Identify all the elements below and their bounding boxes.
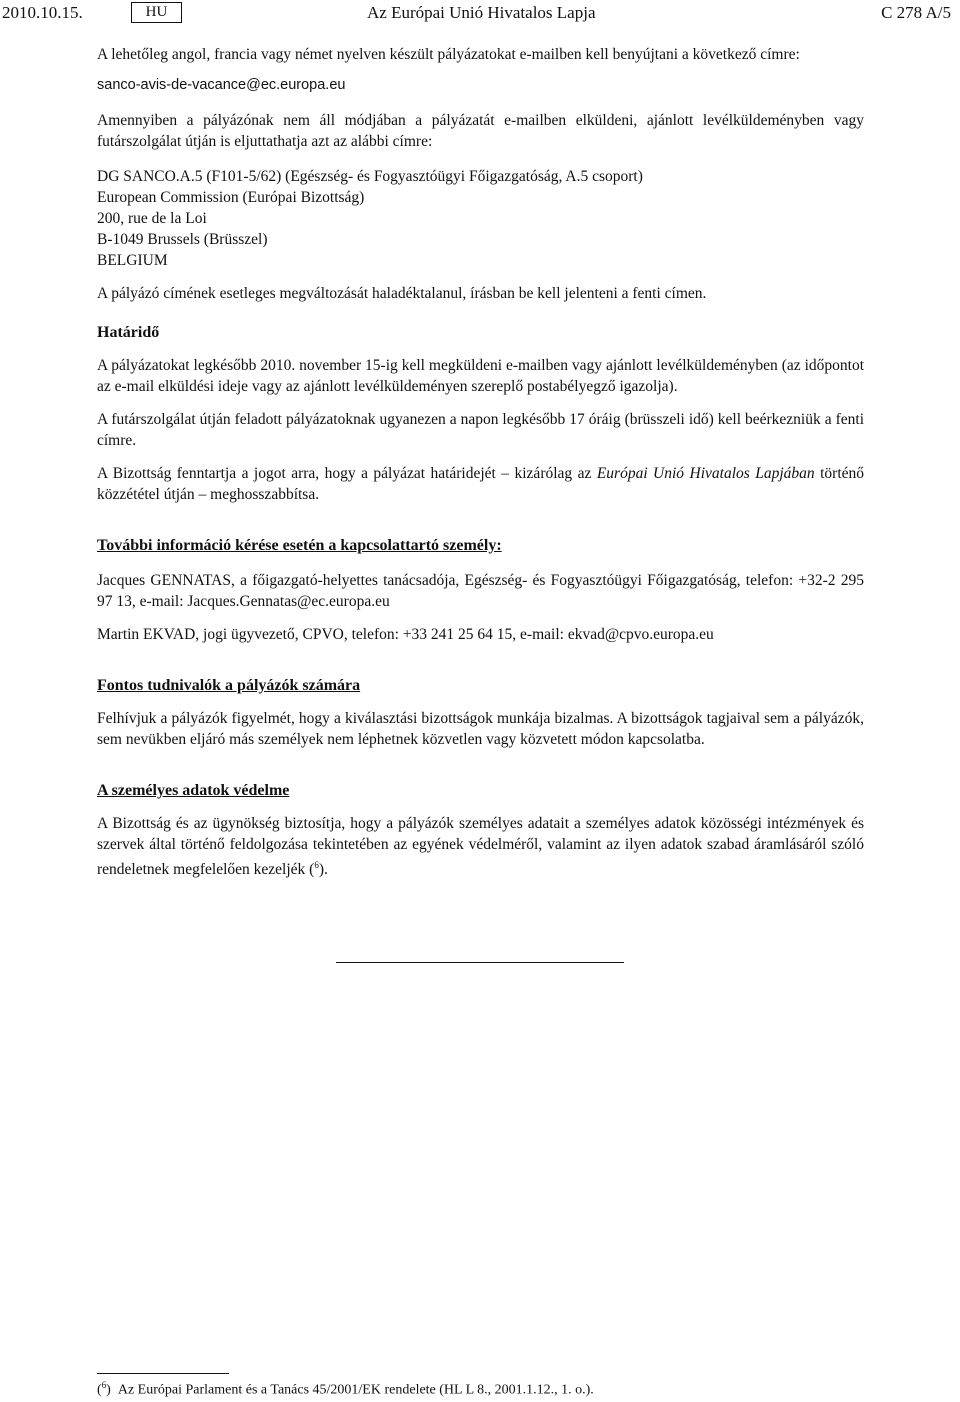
section-separator-line <box>336 962 624 963</box>
paragraph-postal-option: Amennyiben a pályázónak nem áll módjában a pályázatát e-mailben elküldeni, ajánlott levélküldeményben vagy futárszolgálat útján is eljuttathatja azt az alábbi címre: <box>97 112 864 150</box>
application-email: sanco-avis-de-vacance@ec.europa.eu <box>97 77 346 93</box>
contact-ekvad: Martin EKVAD, jogi ügyvezető, CPVO, telefon: +33 241 25 64 15, e-mail: ekvad@cpvo.europa.eu <box>97 626 714 643</box>
address-line: B-1049 Brussels (Brüsszel) <box>97 231 268 248</box>
address-line: DG SANCO.A.5 (F101-5/62) (Egészség- és Fogyasztóügyi Főigazgatóság, A.5 csoport) <box>97 168 643 185</box>
paragraph-languages: A lehetőleg angol, francia vagy német nyelven készült pályázatokat e-mailben kell benyújtani a következő címre: <box>97 46 800 63</box>
address-line: 200, rue de la Loi <box>97 210 207 227</box>
footnote-marker: 6 <box>101 1380 107 1390</box>
publication-date: 2010.10.15. <box>2 3 83 22</box>
heading-important-notes: Fontos tudnivalók a pályázók számára <box>97 677 361 694</box>
postal-address <box>97 166 864 271</box>
footnote: ($^6$) Az Európai Parlament és a Tanács 45/2001/EK rendelete (HL L 8., 2001.1.12., 1. o.). <box>97 1380 594 1398</box>
footnote-reference: 6 <box>314 860 319 870</box>
footnote-rule <box>97 1373 229 1374</box>
contact-gennatas: Jacques GENNATAS, a főigazgató-helyettes tanácsadója, Egészség- és Fogyasztóügyi Főigazgatóság, telefon: +32-2 295 97 13, e-mail: Jacques.Gennatas@ec.europa.eu <box>97 572 864 610</box>
footnote-text: Az Európai Parlament és a Tanács 45/2001/EK rendelete (HL L 8., 2001.1.12., 1. o.). <box>117 1382 594 1398</box>
page-header <box>0 0 960 28</box>
paragraph-confidentiality: Felhívjuk a pályázók figyelmét, hogy a kiválasztási bizottságok munkája bizalmas. A bizottságok tagjaival sem a pályázók, sem nevükben eljáró más személyek nem léphetnek közvetlen vagy közvetett módon kapcsolatba. <box>97 710 864 748</box>
paragraph-courier: A futárszolgálat útján feladott pályázatoknak ugyanezen a napon legkésőbb 17 óráig (brüsszeli idő) kell beérkezniük a fenti címre. <box>97 411 864 449</box>
paragraph-extension: A Bizottság fenntartja a jogot arra, hogy a pályázat határidejét – kizárólag az Európai Unió Hivatalos Lapjában történő közzététel útján – meghosszabbítsa. <box>97 465 865 503</box>
address-line: BELGIUM <box>97 252 168 269</box>
language-badge: HU <box>131 2 182 23</box>
page-reference: C 278 A/5 <box>881 3 951 22</box>
paragraph-deadline: A pályázatokat legkésőbb 2010. november 15-ig kell megküldeni e-mailben vagy ajánlott levélküldeményben (az időpontot az e-mail elküldési ideje vagy az ajánlott levélküldeményen szereplő postabélyegző igazolja). <box>97 357 864 395</box>
heading-deadline: Határidő <box>97 324 160 341</box>
document-body <box>97 44 864 880</box>
address-line: European Commission (Európai Bizottság) <box>97 189 365 206</box>
journal-title: Az Európai Unió Hivatalos Lapja <box>367 3 596 22</box>
heading-contact: További információ kérése esetén a kapcsolattartó személy: <box>97 537 502 554</box>
paragraph-data-protection: A Bizottság és az ügynökség biztosítja, hogy a pályázók személyes adatait a személyes adatok közösségi intézmények és szervek által történő feldolgozása tekintetében az egyének védelméről, valamint az ilyen adatok szabad áramlásáról szóló rendeletnek megfelelően kezeljék ($^6$). <box>97 815 864 879</box>
heading-data-protection: A személyes adatok védelme <box>97 782 290 799</box>
journal-title-italic: Európai Unió Hivatalos Lapjában <box>596 465 815 482</box>
paragraph-address-change: A pályázó címének esetleges megváltozását haladéktalanul, írásban be kell jelenteni a fenti címen. <box>97 285 707 302</box>
